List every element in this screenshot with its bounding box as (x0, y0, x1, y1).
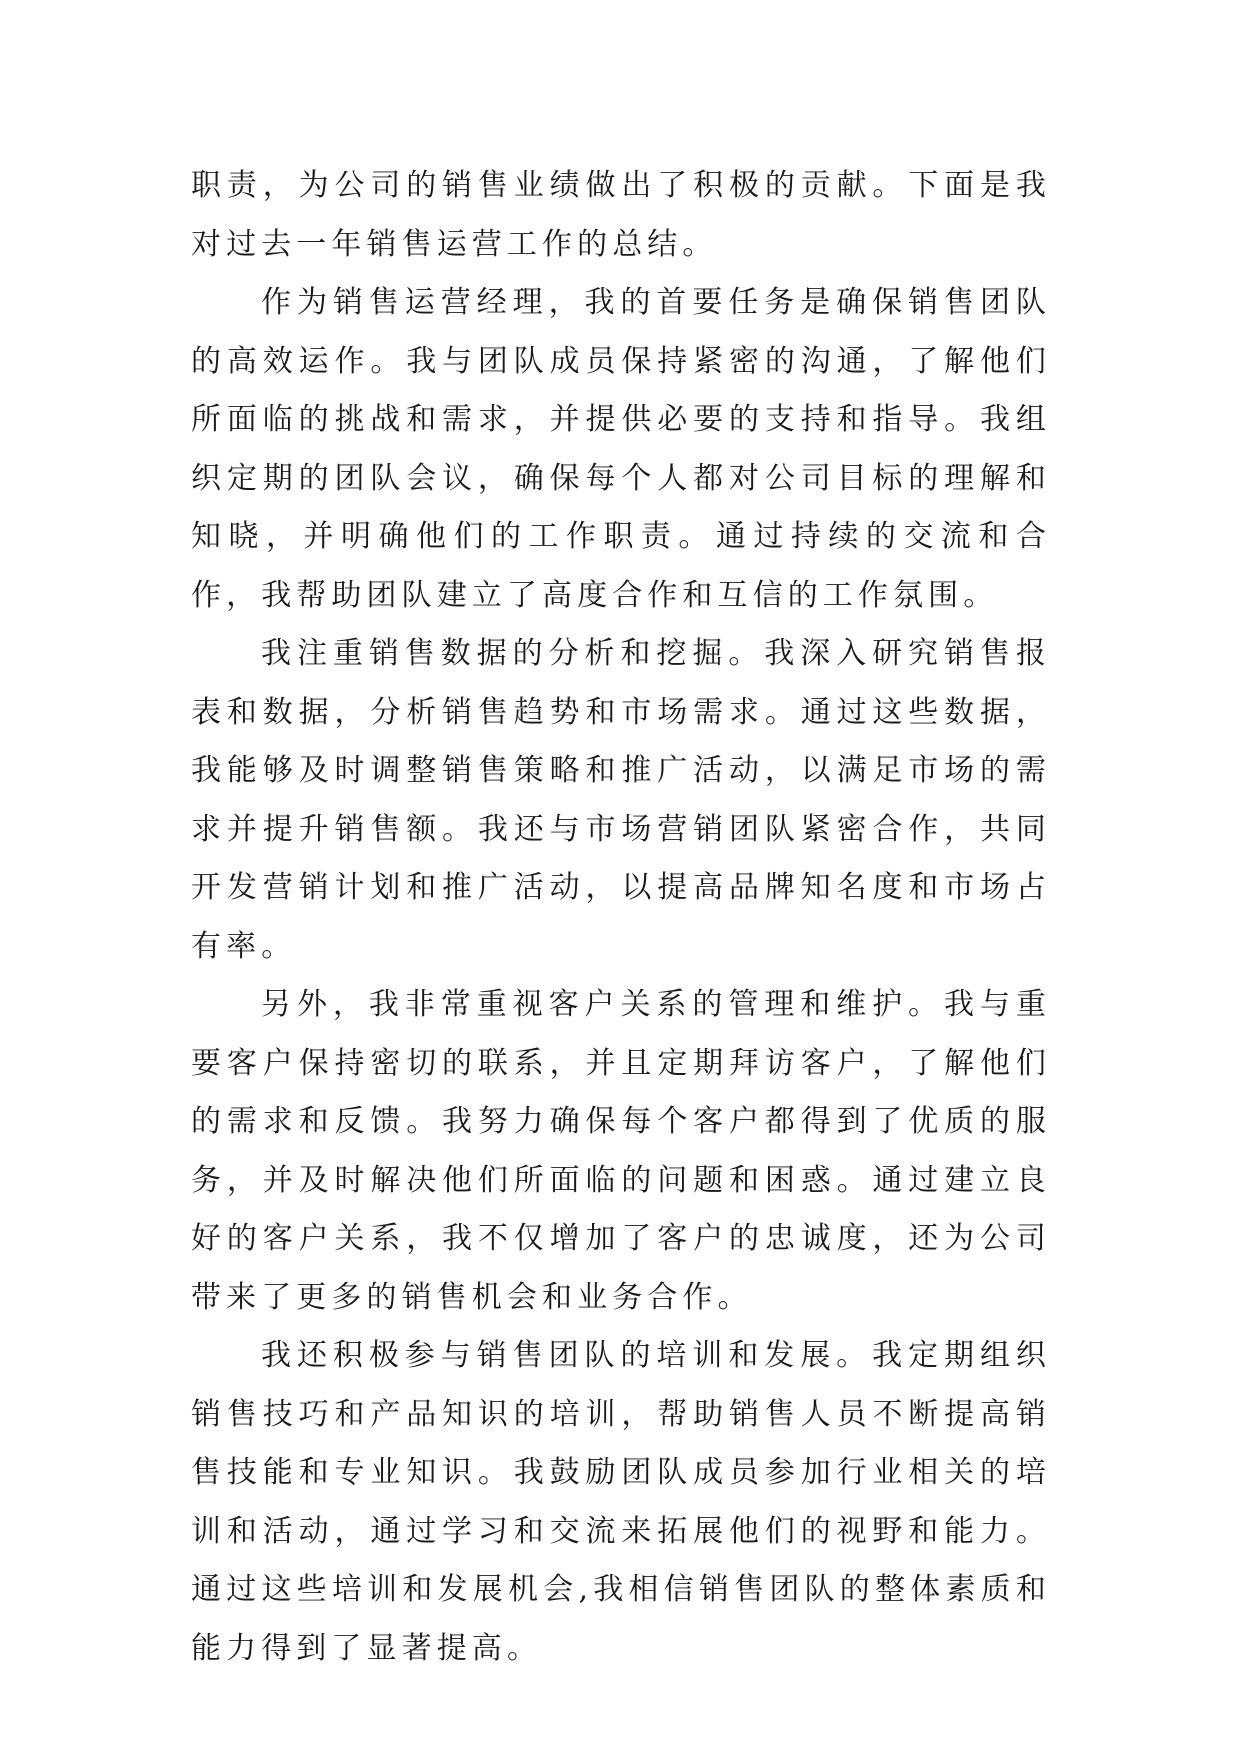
paragraph-customer-relations: 另外，我非常重视客户关系的管理和维护。我与重要客户保持密切的联系，并且定期拜访客户，了解他们的需求和反馈。我努力确保每个客户都得到了优质的服务，并及时解决他们所面临的问题和困惑。通过建立良好的客户关系，我不仅增加了客户的忠诚度，还为公司带来了更多的销售机会和业务合作。 (191, 987, 1051, 1315)
paragraph-training: 我还积极参与销售团队的培训和发展。我定期组织销售技巧和产品知识的培训，帮助销售人员不断提高销售技能和专业知识。我鼓励团队成员参加行业相关的培训和活动，通过学习和交流来拓展他们的视野和能力。通过这些培训和发展机会,我相信销售团队的整体素质和能力得到了显著提高。 (191, 1338, 1051, 1666)
paragraph-team-operations: 作为销售运营经理，我的首要任务是确保销售团队的高效运作。我与团队成员保持紧密的沟通，了解他们所面临的挑战和需求，并提供必要的支持和指导。我组织定期的团队会议，确保每个人都对公司目标的理解和知晓，并明确他们的工作职责。通过持续的交流和合作，我帮助团队建立了高度合作和互信的工作氛围。 (191, 285, 1051, 613)
document-body (191, 157, 1051, 1678)
paragraph-continuation: 职责，为公司的销售业绩做出了积极的贡献。下面是我对过去一年销售运营工作的总结。 (191, 168, 1051, 262)
paragraph-data-analysis: 我注重销售数据的分析和挖掘。我深入研究销售报表和数据，分析销售趋势和市场需求。通过这些数据，我能够及时调整销售策略和推广活动，以满足市场的需求并提升销售额。我还与市场营销团队紧密合作，共同开发营销计划和推广活动，以提高品牌知名度和市场占有率。 (191, 636, 1051, 964)
